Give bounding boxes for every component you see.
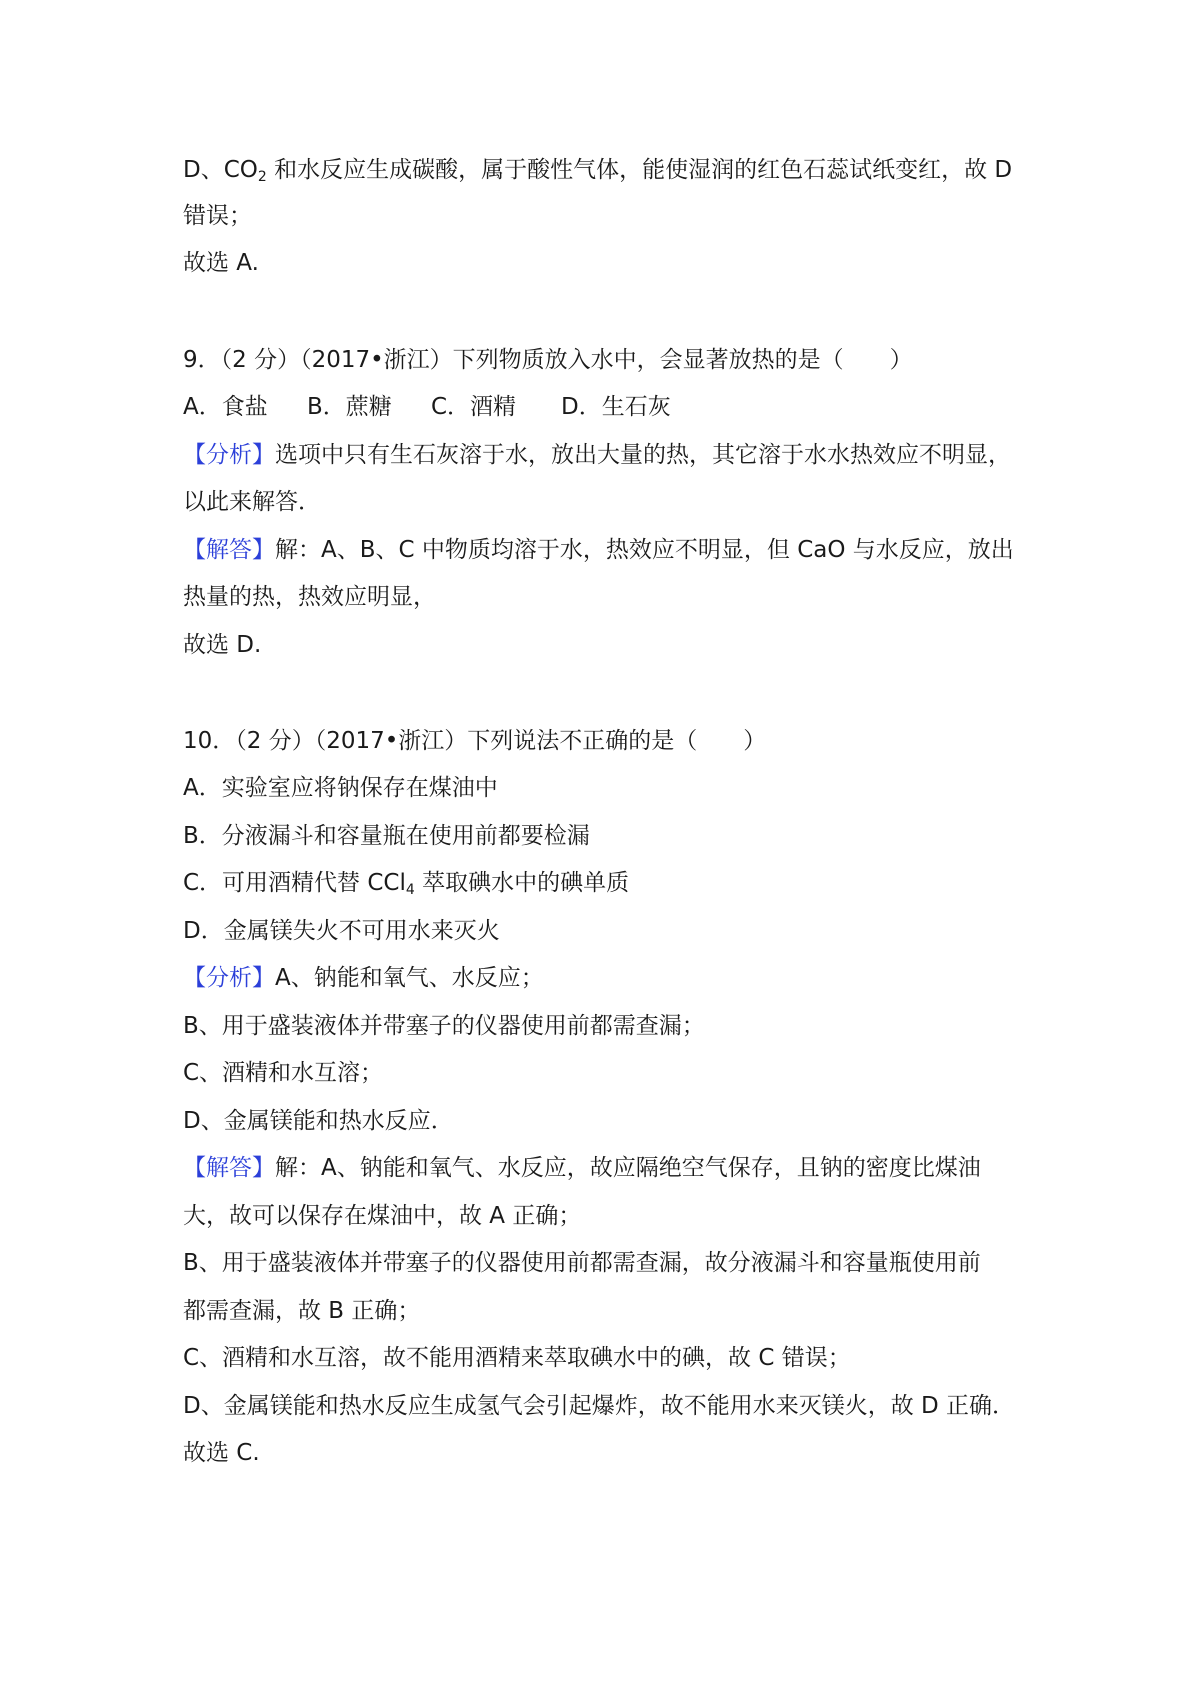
q10-c-subscript: 4 (405, 882, 415, 898)
q9-analysis-text: 选项中只有生石灰溶于水，放出大量的热，其它溶于水水热效应不明显， (275, 442, 1011, 468)
q9-answer-line2: 热量的热，热效应明显， (183, 584, 436, 610)
q9-answer (183, 535, 1063, 565)
q9-analysis-line2: 以此来解答． (183, 489, 321, 515)
q10-stem: 10．（2 分）（2017•浙江）下列说法不正确的是（ ） (183, 728, 767, 754)
q9-options (183, 392, 1063, 422)
q10-option-d: D．金属镁失火不可用水来灭火 (183, 918, 500, 944)
q10-option-a: A．实验室应将钠保存在煤油中 (183, 775, 498, 801)
q10-choose: 故选 C. (183, 1440, 260, 1466)
q10-analysis-c: C、酒精和水互溶； (183, 1060, 384, 1086)
q8-d-subscript: 2 (257, 169, 267, 185)
q10-analysis (183, 963, 1063, 993)
q10-analysis-b: B、用于盛装液体并带塞子的仪器使用前都需查漏； (183, 1013, 705, 1039)
q8-d-prefix: D、CO (183, 157, 258, 183)
q9-answer-text: 解：A、B、C 中物质均溶于水，热效应不明显，但 CaO 与水反应，放出 (275, 537, 1014, 563)
q10-c-prefix: C．可用酒精代替 CCl (183, 870, 406, 896)
q8-d-line2: 错误； (183, 203, 252, 229)
q9-stem: 9．（2 分）（2017•浙江）下列物质放入水中，会显著放热的是（ ） (183, 347, 913, 373)
q10-answer-a2: 大，故可以保存在煤油中，故 A 正确； (183, 1203, 582, 1229)
q10-analysis-d: D、金属镁能和热水反应． (183, 1108, 454, 1134)
q9-option-b: B．蔗糖 (307, 394, 392, 420)
q9-analysis-tag: 【分析】 (183, 442, 275, 468)
q9-option-d: D．生石灰 (561, 394, 671, 420)
q9-option-c: C．酒精 (431, 394, 517, 420)
q10-c-suffix: 萃取碘水中的碘单质 (414, 870, 630, 896)
q8-d-suffix: 和水反应生成碳酸，属于酸性气体，能使湿润的红色石蕊试纸变红，故 D (266, 157, 1013, 183)
q10-option-c (183, 868, 1063, 898)
q9-option-a: A．食盐 (183, 394, 268, 420)
q8-option-d-explanation (183, 155, 1063, 185)
q10-answer-a1: 解：A、钠能和氧气、水反应，故应隔绝空气保存，且钠的密度比煤油 (275, 1155, 981, 1181)
q8-choose: 故选 A. (183, 250, 259, 276)
q10-answer-d: D、金属镁能和热水反应生成氢气会引起爆炸，故不能用水来灭镁火，故 D 正确． (183, 1393, 1016, 1419)
q10-answer-tag: 【解答】 (183, 1155, 275, 1181)
q10-answer (183, 1153, 1063, 1183)
q9-analysis (183, 440, 1063, 470)
q10-option-b: B．分液漏斗和容量瓶在使用前都要检漏 (183, 823, 590, 849)
q10-analysis-a: A、钠能和氧气、水反应； (275, 965, 544, 991)
q10-answer-c: C、酒精和水互溶，故不能用酒精来萃取碘水中的碘，故 C 错误； (183, 1345, 851, 1371)
q9-choose: 故选 D. (183, 632, 262, 658)
q10-answer-b2: 都需查漏，故 B 正确； (183, 1298, 421, 1324)
q10-answer-b1: B、用于盛装液体并带塞子的仪器使用前都需查漏，故分液漏斗和容量瓶使用前 (183, 1250, 981, 1276)
q9-answer-tag: 【解答】 (183, 537, 275, 563)
q10-analysis-tag: 【分析】 (183, 965, 275, 991)
